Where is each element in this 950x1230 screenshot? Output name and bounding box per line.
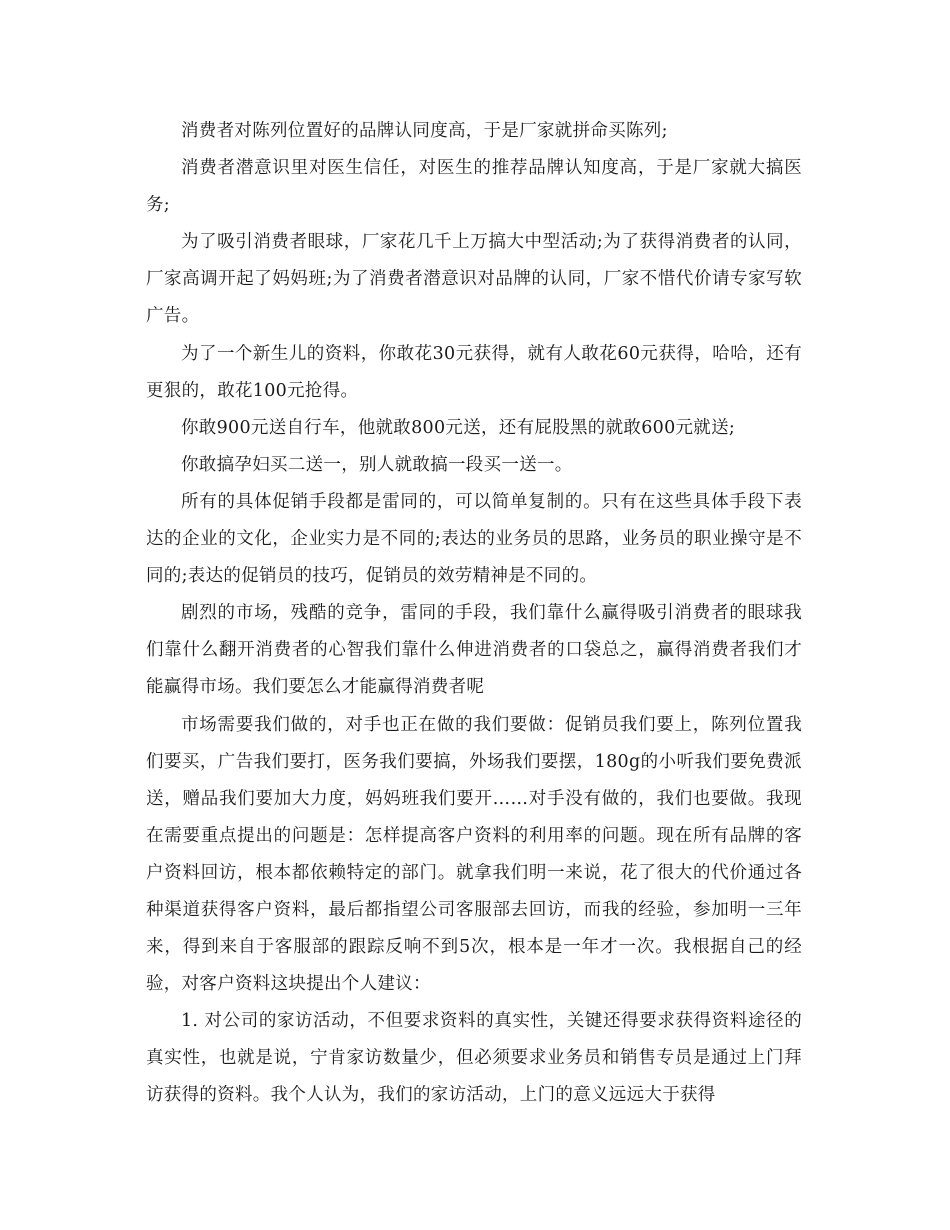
paragraph-2: 消费者潜意识里对医生信任，对医生的推荐品牌认知度高，于是厂家就大搞医务; [146, 158, 802, 216]
paragraph-8: 剧烈的市场，残酷的竞争，雷同的手段，我们靠什么赢得吸引消费者的眼球我们靠什么翻开消费者的心智我们靠什么伸进消费者的口袋总之，赢得消费者我们才能赢得市场。我们要怎么才能赢得消费者呢 [146, 603, 802, 698]
document-body [146, 113, 802, 1115]
paragraph-7: 所有的具体促销手段都是雷同的，可以简单复制的。只有在这些具体手段下表达的企业的文化，企业实力是不同的;表达的业务员的思路，业务员的职业操守是不同的;表达的促销员的技巧，促销员的效劳精神是不同的。 [146, 491, 802, 587]
paragraph-3: 为了吸引消费者眼球，厂家花几千上万搞大中型活动;为了获得消费者的认同，厂家高调开起了妈妈班;为了消费者潜意识对品牌的认同，厂家不惜代价请专家写软广告。 [146, 232, 802, 327]
paragraph-5: 你敢900元送自行车，他就敢800元送，还有屁股黑的就敢600元就送; [181, 417, 736, 438]
paragraph-4: 为了一个新生儿的资料，你敢花30元获得，就有人敢花60元获得，哈哈，还有更狠的，敢花100元抢得。 [146, 343, 802, 401]
paragraph-1: 消费者对陈列位置好的品牌认同度高，于是厂家就拼命买陈列; [181, 121, 668, 141]
paragraph-6: 你敢搞孕妇买二送一，别人就敢搞一段买一送一。 [181, 454, 573, 475]
paragraph-9: 市场需要我们做的，对手也正在做的我们要做：促销员我们要上，陈列位置我们要买，广告我们要打，医务我们要搞，外场我们要摆，180g的小听我们要免费派送，赠品我们要加大力度，妈妈班我们要开……对手没有做的，我们也要做。我现在需要重点提出的问题是：怎样提高客户资料的利用率的问题。现在所有品牌的客户资料回访，根本都依赖特定的部门。就拿我们明一来说，花了很大的代价通过各种渠道获得客户资料，最后都指望公司客服部去回访，而我的经验，参加明一三年来，得到来自于客服部的跟踪反响不到5次，根本是一年才一次。我根据自己的经验，对客户资料这块提出个人建议： [146, 714, 802, 995]
paragraph-10: 1. 对公司的家访活动，不但要求资料的真实性，关键还得要求获得资料途径的真实性，也就是说，宁肯家访数量少，但必须要求业务员和销售专员是通过上门拜访获得的资料。我个人认为，我们的家访活动，上门的意义远远大于获得 [146, 1011, 802, 1106]
